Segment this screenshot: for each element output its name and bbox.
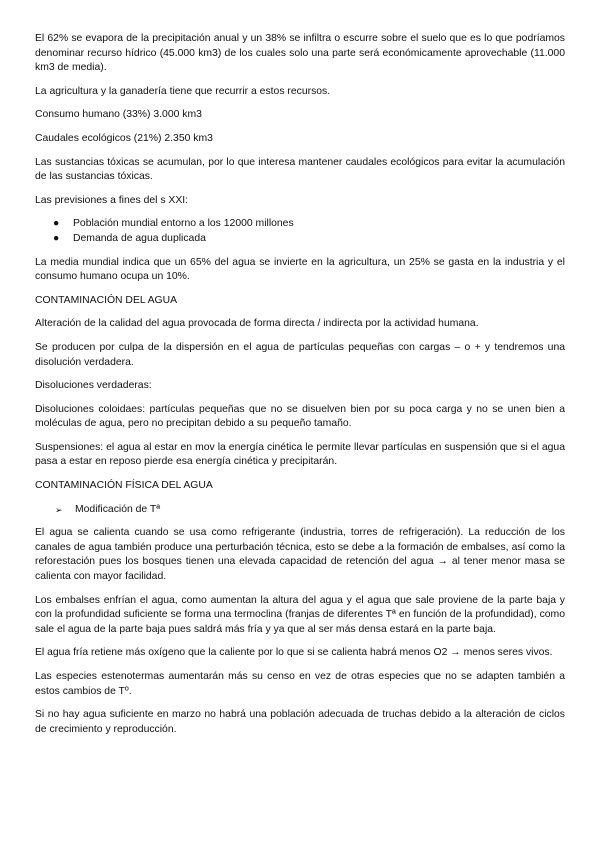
heading-water-contamination: CONTAMINACIÓN DEL AGUA [35,294,178,306]
paragraph-water-heating: El agua se calienta cuando se usa como refrigerante (industria, torres de refrigeración). La reducción de los canales de agua también produce una perturbación técnica, esto se debe a la formación de embalses, así como la reforestación pues los bosques tienen una elevada capacidad de retención del agua → al tener menor masa se calienta con mayor facilidad. [35,527,565,583]
bullet-icon: ● [53,218,60,230]
paragraph-trout: Si no hay agua suficiente en marzo no habrá una población adecuada de truchas debido a la alteración de ciclos de crecimiento y reproducción. [35,709,565,735]
paragraph-toxic-substances: Las sustancias tóxicas se acumulan, por lo que interesa mantener caudales ecológicos para evitar la acumulación de las sustancias tóxicas. [35,156,565,183]
paragraph-true-solutions: Disoluciones verdaderas: [35,380,152,392]
arrow-item-text: Modificación de Tª [75,503,161,515]
paragraph-oxygen: El agua fría retiene más oxígeno que la caliente por lo que si se calienta habrá menos O2 → menos seres vivos. [35,647,553,659]
paragraph-water-usage: La media mundial indica que un 65% del agua se invierte en la agricultura, un 25% se gasta en la industria y el consumo humano ocupa un 10%. [35,256,565,283]
paragraph-water-balance: El 62% se evapora de la precipitación anual y un 38% se infiltra o escurre sobre el suelo que es lo que podríamos denominar recurso hídrico (45.000 km3) de los cuales solo una parte será económicamente aprovechable (11.000 km3 de media). [35,33,565,74]
paragraph-reservoirs: Los embalses enfrían el agua, como aumentan la altura del agua y el agua que sale proviene de la parte baja y con la profundidad suficiente se forma una termoclina (franjas de diferentes Tª en función de la profundidad), como sale el agua de la parte baja pues saldrá más fría y ya que al ser más densa estará en la parte baja. [35,594,565,635]
paragraph-agriculture: La agricultura y la ganadería tiene que recurrir a estos recursos. [35,85,331,97]
paragraph-suspensions: Suspensiones: el agua al estar en mov la energía cinética le permite llevar partículas en suspensión que si el agua pasa a estar en reposo pierde esa energía cinética y precipitarán. [35,441,565,468]
list-item [35,232,565,247]
paragraph-stenothermal-species: Las especies estenotermas aumentarán más su censo en vez de otras especies que no se adapten también a estos cambios de Tº. [35,671,565,697]
list-item-text: Población mundial entorno a los 12000 millones [73,218,294,230]
temperature-modification-item [35,503,565,518]
forecast-list [35,217,565,246]
paragraph-forecasts: Las previsiones a fines del s XXI: [35,194,189,206]
document-page [35,32,565,746]
paragraph-ecological-flows: Caudales ecológicos (21%) 2.350 km3 [35,132,213,144]
heading-physical-contamination: CONTAMINACIÓN FÍSICA DEL AGUA [35,480,213,492]
bullet-icon: ● [53,232,60,244]
paragraph-human-consumption: Consumo humano (33%) 3.000 km3 [35,109,202,121]
paragraph-colloidal-solutions: Disoluciones coloidaes: partículas pequeñas que no se disuelven bien por su poca carga y no se unen bien a moléculas de agua, pero no precipitan debido a su pequeño tamaño. [35,403,565,430]
list-item-text: Demanda de agua duplicada [73,232,206,244]
paragraph-dispersion: Se producen por culpa de la dispersión en el agua de partículas pequeñas con cargas – o + y tendremos una disolución verdadera. [35,341,565,368]
paragraph-definition: Alteración de la calidad del agua provocada de forma directa / indirecta por la actividad humana. [35,318,479,330]
list-item [35,217,565,232]
arrow-bullet-icon: ➢ [55,504,63,515]
